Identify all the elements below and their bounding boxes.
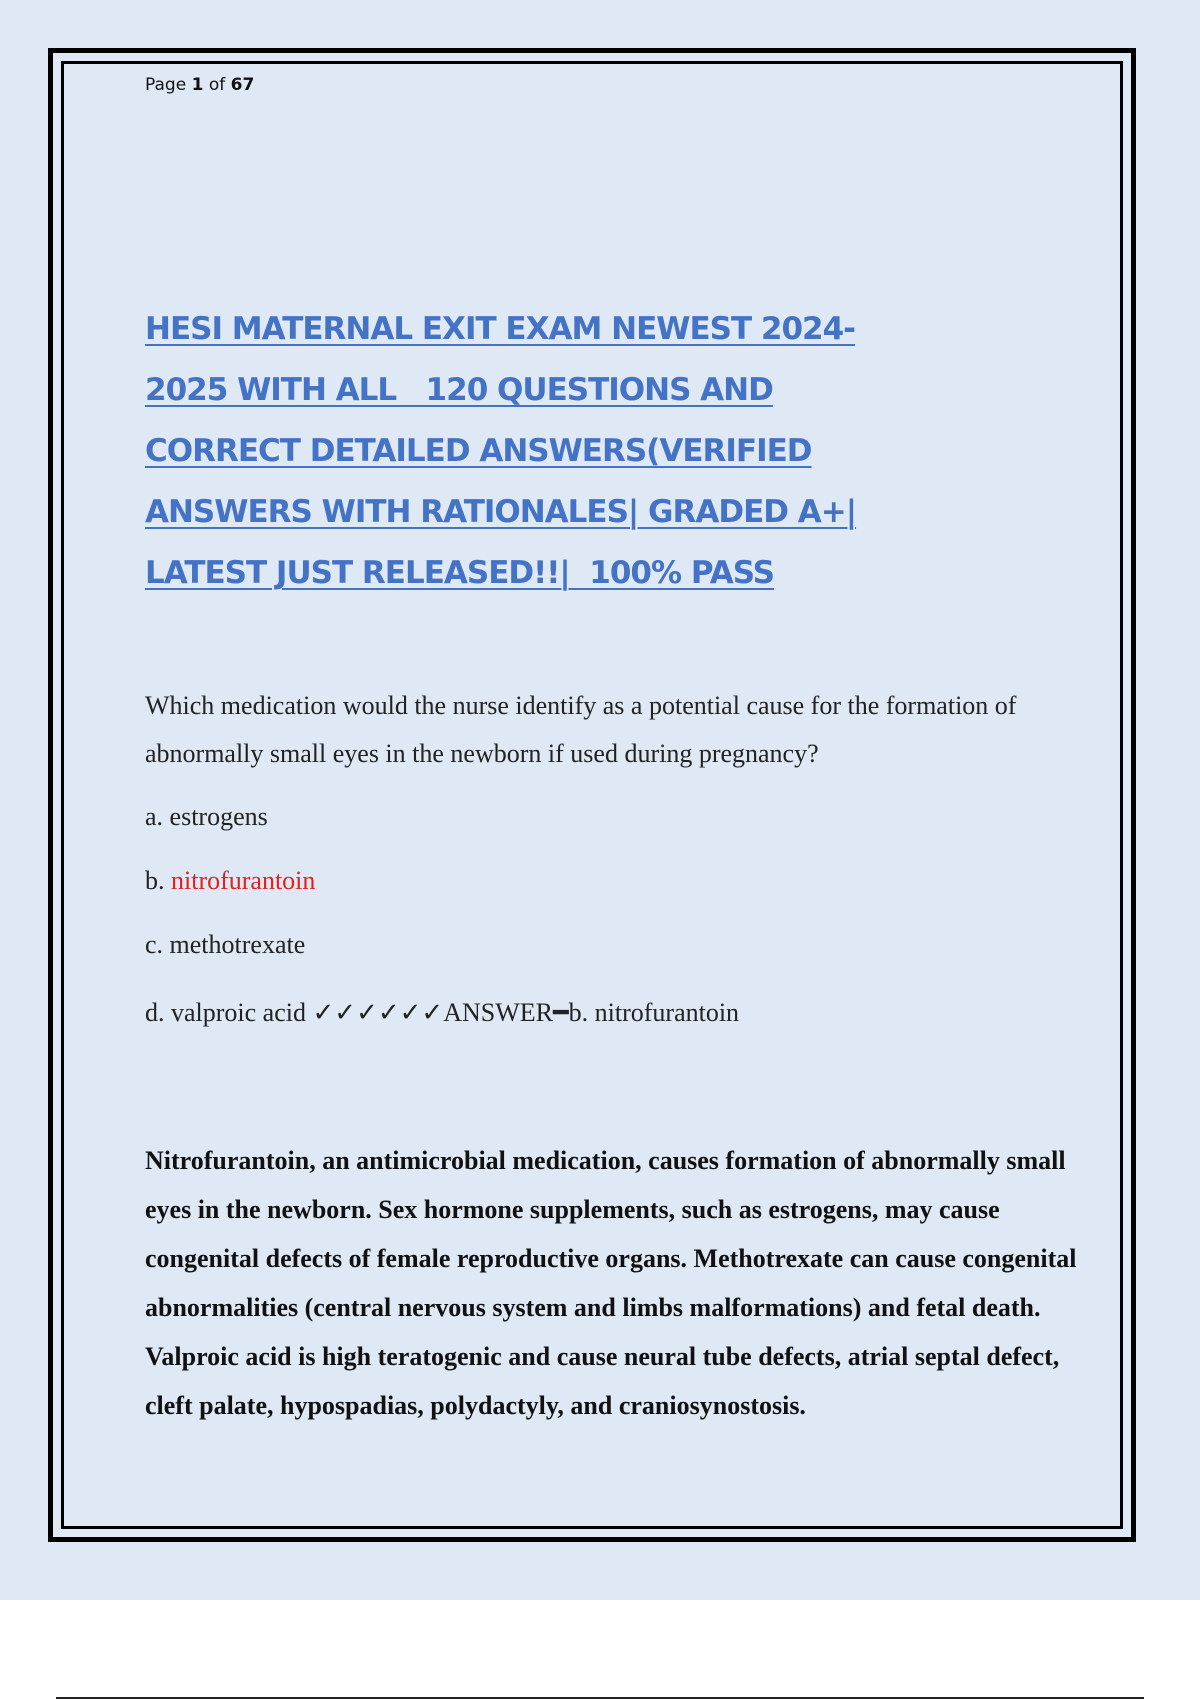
option-letter: d. (145, 998, 165, 1027)
option-letter: c. (145, 930, 164, 959)
option-c (145, 920, 1090, 970)
title-line: HESI MATERNAL EXIT EXAM NEWEST 2024- (145, 311, 856, 347)
title-line: LATEST JUST RELEASED!!| 100% PASS (145, 555, 774, 591)
page-of-label: of (208, 75, 226, 95)
option-text: methotrexate (169, 930, 306, 959)
document-title (145, 299, 1065, 604)
page-label: Page (145, 75, 187, 95)
page-total: 67 (230, 75, 255, 95)
title-line: ANSWERS WITH RATIONALES| GRADED A+| (145, 494, 857, 530)
question-stem: Which medication would the nurse identify as a potential cause for the formation of abnormally small eyes in the newborn if used during pregnancy? (145, 691, 1017, 768)
title-line: 2025 WITH ALL 120 QUESTIONS AND (145, 372, 773, 408)
option-text: valproic acid (171, 998, 306, 1027)
option-a (145, 792, 1090, 842)
option-b (145, 856, 1090, 906)
page-number (145, 70, 1090, 100)
answer-marker: ✓✓✓✓✓✓ANSWER━b. nitrofurantoin (312, 998, 740, 1027)
title-line: CORRECT DETAILED ANSWERS(VERIFIED (145, 433, 812, 469)
option-letter: b. (145, 866, 165, 895)
option-text: estrogens (169, 802, 268, 831)
option-d (145, 988, 1090, 1038)
rationale: Nitrofurantoin, an antimicrobial medication, causes formation of abnormally small eyes in the newborn. Sex hormone supplements, such as estrogens, may cause congenital defects of female reproductive organs. Methotrexate can cause congenital abnormalities (central nervous system and limbs malformations) and fetal death. Valproic acid is high teratogenic and cause neural tube defects, atrial septal defect, cleft palate, hypospadias, polydactyly, and craniosynostosis. (145, 1146, 1077, 1420)
option-text-correct: nitrofurantoin (171, 866, 316, 895)
page-current: 1 (191, 75, 204, 95)
footer-rule (56, 1697, 1144, 1699)
document-content (145, 70, 1090, 1430)
option-letter: a. (145, 802, 164, 831)
